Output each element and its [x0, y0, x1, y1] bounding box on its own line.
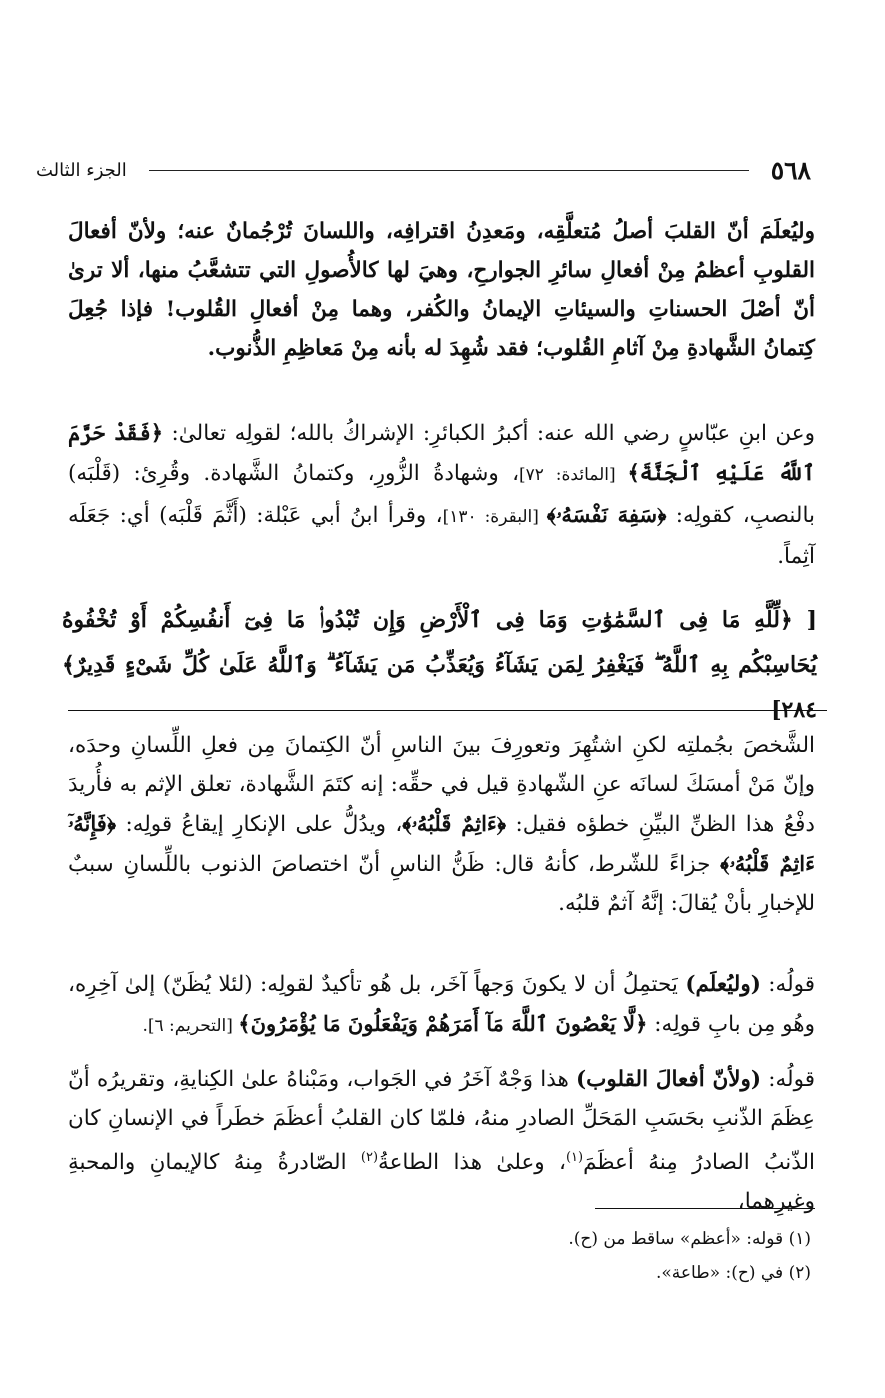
paragraph-4-text-b: يَحتمِلُ أن لا يكونَ وَجهاً آخَر، بل هُو تأكيدٌ لقولِه: (لئلا يُظَنّ) إلىٰ آخِرِه، وهُو مِن بابِ قولِه:: [68, 972, 815, 1037]
footnote-1: (١) قوله: «أعظم» ساقط من (ح).: [568, 1229, 811, 1249]
quran-citation-fainnahu: ﴿فَإِنَّهُۥٓ ءَاثِمٌ قَلْبُهُۥ﴾: [68, 811, 816, 876]
paragraph-2-text-b: ، وشهادةُ الزُّورِ، وكتمانُ الشَّهادة. وقُرِئ: (قَلْبَه) بالنصبِ، كقولِه:: [68, 461, 815, 528]
paragraph-5: [68, 1060, 815, 1221]
footnote-2: (٢) في (ح): «طاعة».: [655, 1263, 811, 1283]
footnote-marker-2: (٢): [360, 1150, 379, 1165]
paragraph-5-lemma: (ولأنّ أفعالَ القلوب): [576, 1067, 762, 1092]
paragraph-4-lemma: (وليُعلَم): [685, 972, 761, 997]
paragraph-3-text-b: ، ويدُلُّ على الإنكارِ إيقاعُ قولِه:: [116, 812, 403, 837]
quran-citation-maidah: ﴿فَقَدْ حَرَّمَ ٱللَّهُ عَلَيْهِ ٱلْجَنَّةَ﴾: [68, 420, 816, 485]
paragraph-2: [68, 413, 815, 576]
paragraph-1-block: [68, 212, 815, 368]
paragraph-5-block: [68, 1060, 815, 1221]
paragraph-5-text-c: ، وعلىٰ هذا الطاعةُ: [378, 1150, 566, 1176]
paragraph-1: وليُعلَمَ أنّ القلبَ أصلُ مُتعلَّقِه، ومَعدِنُ اقترافِه، واللسانَ تُرْجُمانٌ عنه؛ ولأنّ أفعالَ القلوبِ أعظمُ مِنْ أفعالِ سائرِ الجوارحِ، وهيَ لها كالأُصولِ التي تتشعَّبُ منها، ألا ترىٰ أنّ أصْلَ الحسناتِ والسيئاتِ الإيمانُ والكُفر، وهما مِنْ أفعالِ القُلوب! فإذا جُعِلَ كِتمانُ الشَّهادةِ مِنْ آثامِ القُلوب؛ فقد شُهِدَ له بأنه مِنْ مَعاظِمِ الذُّنوب.: [68, 219, 815, 361]
footnotes: [70, 1222, 811, 1290]
reference-maidah: [المائدة: ٧٢]: [519, 465, 628, 485]
paragraph-2-text-c: ، وقرأ ابنُ أبي عَبْلة: (أَثَّمَ قَلْبَه) أي: جَعَلَه آثِماً.: [68, 503, 815, 569]
text-commentary-divider: [68, 710, 827, 711]
paragraph-3: [68, 726, 815, 923]
footnote-rule: [595, 1208, 815, 1209]
paragraph-3-text-c: جزاءً للشّرط، كأنهُ قال: ظَنُّ الناسِ أنّ اختصاصَ الذنوب باللِّسانِ سببٌ للإخبارِ بأنْ يُقالَ: إنَّهُ آثمٌ قلبُه.: [68, 852, 815, 916]
paragraph-5-text-a: قولُه:: [761, 1067, 815, 1092]
paragraph-2-text-a: وعن ابنِ عبّاسٍ رضي الله عنه: أكبرُ الكبائرِ: الإشراكُ بالله؛ لقولِه تعالىٰ:: [163, 421, 815, 446]
reference-baqarah: [البقرة: ١٣٠]: [442, 507, 547, 527]
paragraph-4-text-a: قولُه:: [760, 972, 816, 997]
quran-citation-athim: ﴿ءَاثِمٌ قَلْبُهُۥ﴾: [402, 811, 507, 836]
page-number: ٥٦٨: [770, 155, 811, 185]
header-rule: [149, 170, 749, 171]
paragraph-3-block: [68, 726, 815, 923]
quran-citation-tahrim: ﴿لَّا يَعْصُونَ ٱللَّهَ مَآ أَمَرَهُمْ وَيَفْعَلُونَ مَا يُؤْمَرُونَ﴾: [238, 1011, 648, 1036]
paragraph-2-block: [68, 413, 815, 576]
paragraph-4-block: [68, 965, 815, 1046]
footnote-marker-1: (١): [565, 1150, 584, 1165]
part-title: الجزء الثالث: [36, 159, 127, 181]
quran-verse-284: [ ﴿لِّلَّهِ مَا فِى ٱلسَّمَٰوَٰتِ وَمَا فِى ٱلْأَرْضِ وَإِن تُبْدُوا۟ مَا فِىٓ أَنفُسِكُمْ أَوْ تُخْفُوهُ يُحَاسِبْكُم بِهِ ٱللَّهُ ۖ فَيَغْفِرُ لِمَن يَشَآءُ وَيُعَذِّبُ مَن يَشَآءُ ۗ وَٱللَّهُ عَلَىٰ كُلِّ شَىْءٍ قَدِيرٌ﴾ ٢٨٤]: [62, 607, 817, 723]
paragraph-4: [68, 965, 815, 1046]
paragraph-5-text-b: هذا وَجْهٌ آخَرُ في الجَواب، ومَبْناهُ علىٰ الكِنايةِ، وتقريرُه أنّ عِظَمَ الذّنبِ بحَسَبِ المَحَلِّ الصادرِ منهُ، فلمّا كان القلبُ أعظَمَ خطَراً في الإنسانِ كان الذّنبُ الصادرُ مِنهُ أعظَمَ: [68, 1067, 815, 1176]
page-header: [36, 150, 811, 190]
quran-citation-baqarah: ﴿سَفِهَ نَفْسَهُۥ﴾: [546, 502, 667, 527]
paragraph-3-text-a: الشَّخصَ بجُملتِه لكنِ اشتُهِرَ وتعورِفَ بينَ الناسِ أنّ الكِتمانَ مِن فعلِ اللِّسانِ وحدَه، وإنّ مَنْ أمسَكَ لسانَه عنِ الشّهادةِ قيل في حقِّه: إنه كتَمَ الشَّهادة، تعلق الإثم به فأُريدَ دفْعُ هذا الظنِّ البيِّنِ خطؤه فقيل:: [68, 733, 815, 837]
reference-tahrim: [التحريم: ٦].: [142, 1016, 239, 1036]
paragraph-5-text-d: الصّادرةُ مِنهُ كالإيمانِ والمحبةِ وغيرِهما،: [68, 1150, 815, 1215]
